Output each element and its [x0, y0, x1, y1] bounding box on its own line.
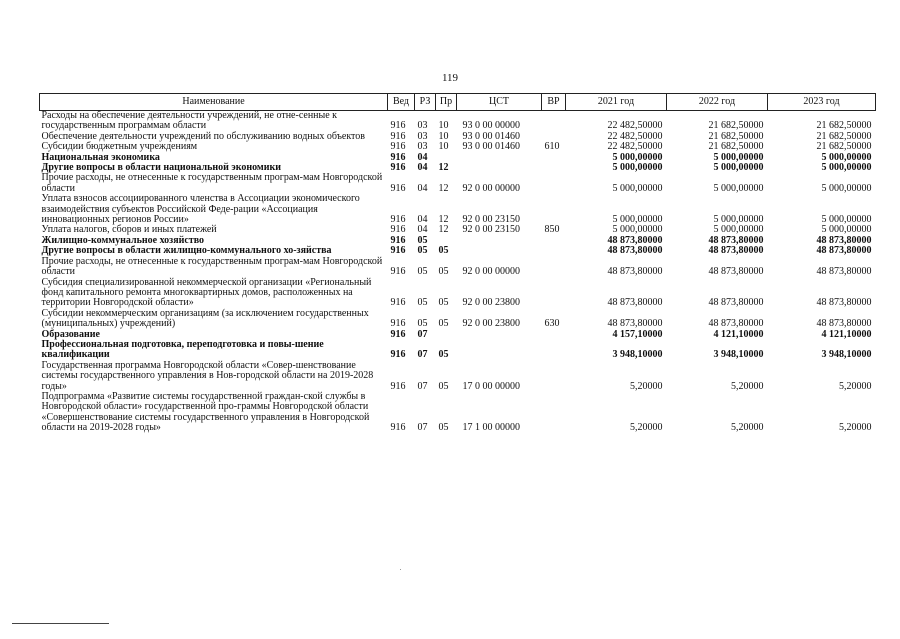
cell-2023: 48 873,80000 [816, 318, 872, 330]
table-row [40, 194, 876, 225]
cell-name: Национальная экономика [41, 151, 160, 163]
cell-rz: 07 [417, 349, 428, 361]
cell-2022: 5 000,00000 [713, 224, 764, 236]
table-row [40, 111, 876, 132]
cell-2022: 48 873,80000 [708, 234, 764, 246]
page-number: 119 [441, 72, 459, 84]
cell-rz: 07 [417, 380, 428, 392]
cell-2021: 4 157,10000 [612, 328, 663, 340]
cell-ved: 916 [390, 318, 406, 330]
cell-rz: 05 [417, 266, 428, 278]
cell-vr: 610 [544, 141, 560, 153]
cell-2022: 5 000,00000 [713, 182, 764, 194]
table-row [40, 361, 876, 392]
cell-2021: 5 000,00000 [612, 162, 663, 174]
cell-rz: 05 [417, 245, 428, 257]
cell-2021: 48 873,80000 [607, 297, 663, 309]
cell-vr [542, 257, 566, 278]
cell-ved: 916 [390, 214, 406, 226]
table-row [40, 340, 876, 361]
cell-cst [457, 163, 542, 173]
cell-cst: 92 0 00 23800 [462, 318, 520, 330]
cell-cst: 92 0 00 23150 [462, 224, 520, 236]
cell-rz: 07 [417, 328, 428, 340]
cell-rz: 03 [417, 130, 428, 142]
cell-2022: 21 682,50000 [708, 120, 764, 132]
cell-2023: 21 682,50000 [816, 130, 872, 142]
scan-speck [400, 569, 401, 570]
cell-rz: 05 [417, 234, 428, 246]
cell-2021: 22 482,50000 [607, 141, 663, 153]
table-row [40, 257, 876, 278]
cell-vr [542, 236, 566, 246]
cell-ved: 916 [390, 422, 406, 434]
cell-2021: 22 482,50000 [607, 120, 663, 132]
table-row [40, 392, 876, 434]
cell-2023: 48 873,80000 [816, 297, 872, 309]
cell-vr: 630 [544, 318, 560, 330]
cell-2023: 5 000,00000 [821, 162, 872, 174]
cell-2021: 48 873,80000 [607, 234, 663, 246]
cell-2023: 21 682,50000 [816, 141, 872, 153]
cell-rz: 03 [417, 141, 428, 153]
cell-2023: 5,20000 [839, 380, 872, 392]
cell-ved: 916 [390, 141, 406, 153]
cell-pr: 12 [438, 162, 449, 174]
cell-vr [542, 361, 566, 392]
cell-name: Субсидия специализированной некоммерческой организации «Региональный фонд капитального ремонта многоквартирных домов, расположенных на территории Новгородской области» [41, 276, 372, 309]
cell-name: Обеспечение деятельности учреждений по обслуживанию водных объектов [41, 130, 366, 142]
cell-2022: 3 948,10000 [713, 349, 764, 361]
cell-cst [457, 236, 542, 246]
cell-pr: 05 [438, 297, 449, 309]
cell-cst [457, 330, 542, 340]
cell-2023: 5 000,00000 [821, 151, 872, 163]
cell-cst: 17 0 00 00000 [462, 380, 520, 392]
cell-2021: 22 482,50000 [607, 130, 663, 142]
cell-ved: 916 [390, 130, 406, 142]
cell-2021: 5,20000 [630, 380, 663, 392]
cell-2023: 48 873,80000 [816, 234, 872, 246]
cell-vr [542, 246, 566, 256]
cell-2022: 21 682,50000 [708, 141, 764, 153]
cell-2021: 3 948,10000 [612, 349, 663, 361]
cell-cst: 93 0 00 00000 [462, 120, 520, 132]
cell-ved: 916 [390, 162, 406, 174]
cell-ved: 916 [390, 224, 406, 236]
cell-2022: 48 873,80000 [708, 297, 764, 309]
cell-2022: 4 121,10000 [713, 328, 764, 340]
cell-ved: 916 [390, 380, 406, 392]
cell-ved: 916 [390, 297, 406, 309]
cell-cst [457, 153, 542, 163]
cell-2021: 48 873,80000 [607, 318, 663, 330]
cell-name: Жилищно-коммунальное хозяйство [41, 234, 205, 246]
cell-vr [542, 278, 566, 309]
cell-2022: 21 682,50000 [708, 130, 764, 142]
cell-pr [436, 330, 457, 340]
cell-pr: 05 [438, 266, 449, 278]
cell-ved: 916 [390, 328, 406, 340]
cell-name: Субсидии бюджетным учреждениям [41, 141, 198, 153]
table-body [40, 111, 876, 434]
cell-2023: 4 121,10000 [821, 328, 872, 340]
cell-vr [542, 173, 566, 194]
cell-rz: 04 [417, 224, 428, 236]
budget-table [39, 93, 876, 434]
header-cst: ЦСТ [457, 94, 542, 111]
cell-ved: 916 [390, 245, 406, 257]
cell-rz: 04 [417, 214, 428, 226]
cell-cst: 93 0 00 01460 [462, 130, 520, 142]
cell-2023: 5 000,00000 [821, 214, 872, 226]
cell-name: Профессиональная подготовка, переподготовка и повы-шение квалификации [41, 338, 324, 361]
cell-2022: 48 873,80000 [708, 245, 764, 257]
cell-ved: 916 [390, 120, 406, 132]
cell-cst [457, 246, 542, 256]
table-row [40, 173, 876, 194]
header-name: Наименование [40, 94, 388, 111]
cell-rz: 04 [417, 162, 428, 174]
cell-pr: 05 [438, 349, 449, 361]
cell-2023: 21 682,50000 [816, 120, 872, 132]
cell-pr: 12 [438, 214, 449, 226]
cell-2023: 48 873,80000 [816, 245, 872, 257]
header-2023: 2023 год [768, 94, 876, 111]
cell-2021: 5,20000 [630, 422, 663, 434]
cell-name: Уплата взносов ассоциированного членства в Ассоциации экономического взаимодействия субъектов Российской Феде-рации «Ассоциация инновационных регионов России» [41, 193, 360, 226]
cell-cst: 92 0 00 23150 [462, 214, 520, 226]
cell-cst: 92 0 00 23800 [462, 297, 520, 309]
header-rz: РЗ [415, 94, 436, 111]
cell-rz: 04 [417, 151, 428, 163]
cell-name: Подпрограмма «Развитие системы государственной граждан-ской службы в Новгородской области» государственной про-граммы Новгородской области «Совершенствование системы государственного управления в Новгородской области на 2019-2028 годы» [41, 390, 370, 434]
header-2022: 2022 год [667, 94, 768, 111]
cell-2023: 5 000,00000 [821, 224, 872, 236]
cell-2022: 5 000,00000 [713, 151, 764, 163]
cell-vr [542, 153, 566, 163]
table-row [40, 309, 876, 330]
cell-pr: 12 [438, 224, 449, 236]
cell-ved: 916 [390, 182, 406, 194]
cell-vr [542, 340, 566, 361]
cell-cst: 17 1 00 00000 [462, 422, 520, 434]
cell-rz: 05 [417, 318, 428, 330]
cell-cst: 92 0 00 00000 [462, 266, 520, 278]
cell-rz: 07 [417, 422, 428, 434]
cell-2023: 3 948,10000 [821, 349, 872, 361]
header-pr: Пр [436, 94, 457, 111]
cell-2022: 48 873,80000 [708, 318, 764, 330]
cell-2021: 48 873,80000 [607, 245, 663, 257]
cell-2023: 48 873,80000 [816, 266, 872, 278]
cell-name: Государственная программа Новгородской области «Совер-шенствование системы государственного управления в Нов-городской области на 2019-2028 годы» [41, 359, 374, 392]
cell-pr: 05 [438, 318, 449, 330]
cell-2021: 5 000,00000 [612, 151, 663, 163]
cell-vr [542, 330, 566, 340]
cell-pr: 05 [438, 245, 449, 257]
cell-name: Прочие расходы, не отнесенные к государственным програм-мам Новгородской области [41, 172, 383, 194]
cell-2022: 5,20000 [731, 380, 764, 392]
cell-cst: 92 0 00 00000 [462, 182, 520, 194]
table-row [40, 278, 876, 309]
cell-pr: 10 [438, 141, 449, 153]
header-2021: 2021 год [566, 94, 667, 111]
cell-2021: 5 000,00000 [612, 214, 663, 226]
cell-pr: 12 [438, 182, 449, 194]
cell-vr [542, 392, 566, 434]
cell-ved: 916 [390, 349, 406, 361]
cell-2021: 5 000,00000 [612, 182, 663, 194]
cell-2022: 5 000,00000 [713, 162, 764, 174]
cell-pr: 05 [438, 380, 449, 392]
cell-name: Субсидии некоммерческим организациям (за исключением государственных (муниципальных) учреждений) [41, 307, 369, 330]
cell-vr [542, 163, 566, 173]
cell-vr [542, 111, 566, 132]
cell-ved: 916 [390, 266, 406, 278]
cell-name: Уплата налогов, сборов и иных платежей [41, 224, 217, 236]
cell-name: Другие вопросы в области национальной экономики [41, 162, 282, 174]
cell-rz: 05 [417, 297, 428, 309]
cell-cst [457, 340, 542, 361]
header-ved: Вед [388, 94, 415, 111]
cell-cst: 93 0 00 01460 [462, 141, 520, 153]
cell-2021: 48 873,80000 [607, 266, 663, 278]
cell-vr: 850 [544, 224, 560, 236]
cell-2022: 5,20000 [731, 422, 764, 434]
cell-name: Прочие расходы, не отнесенные к государственным програм-мам Новгородской области [41, 255, 383, 278]
cell-2022: 5 000,00000 [713, 214, 764, 226]
cell-pr: 10 [438, 120, 449, 132]
cell-2021: 5 000,00000 [612, 224, 663, 236]
cell-name: Образование [41, 328, 100, 340]
cell-ved: 916 [390, 151, 406, 163]
cell-rz: 03 [417, 120, 428, 132]
cell-pr: 10 [438, 130, 449, 142]
cell-vr [542, 194, 566, 225]
cell-name: Другие вопросы в области жилищно-коммунального хо-зяйства [41, 245, 332, 257]
footer-rule [12, 623, 109, 624]
cell-pr: 05 [438, 422, 449, 434]
cell-ved: 916 [390, 234, 406, 246]
cell-2023: 5,20000 [839, 422, 872, 434]
cell-name: Расходы на обеспечение деятельности учреждений, не отне-сенные к государственным программам области [41, 110, 338, 132]
cell-2023: 5 000,00000 [821, 182, 872, 194]
table-header-row [40, 94, 876, 111]
header-vr: ВР [542, 94, 566, 111]
cell-rz: 04 [417, 182, 428, 194]
cell-2022: 48 873,80000 [708, 266, 764, 278]
